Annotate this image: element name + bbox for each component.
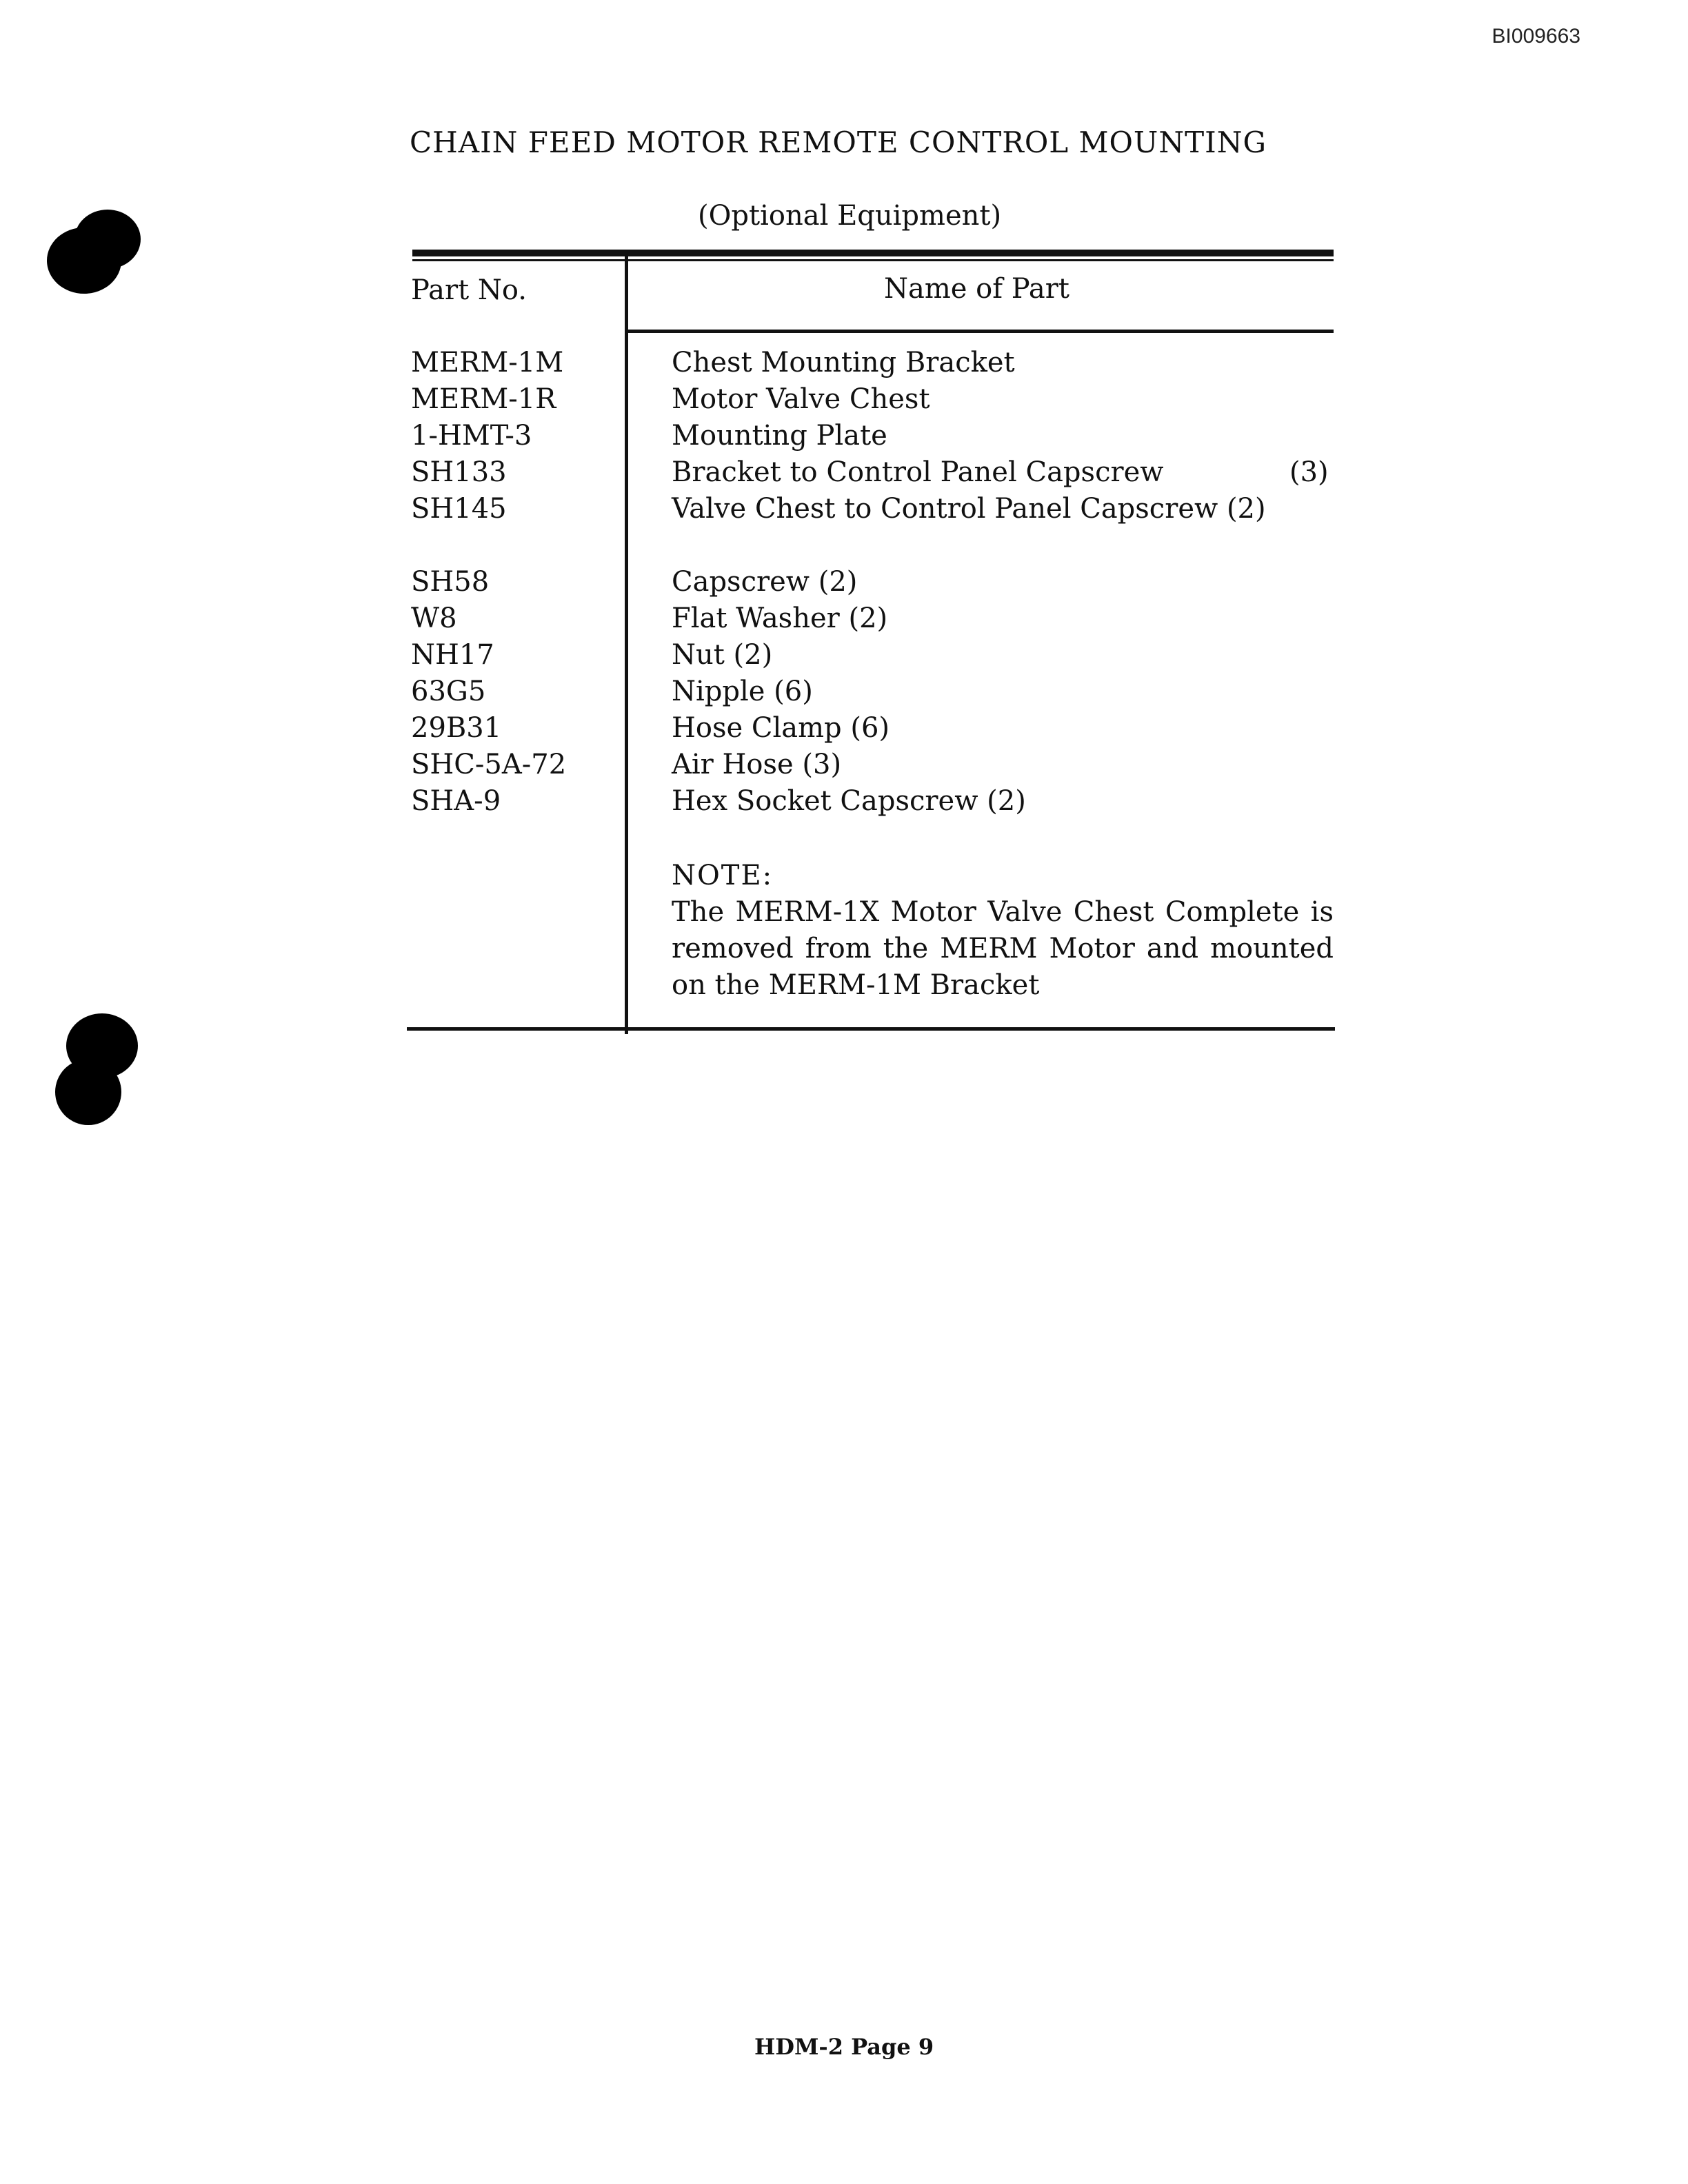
column-header-name: Name of Part: [884, 273, 1069, 305]
part-number: 1-HMT-3: [411, 420, 532, 452]
part-name: Flat Washer (2): [672, 603, 888, 634]
table-row: [0, 747, 1688, 783]
part-name: Motor Valve Chest: [672, 383, 930, 415]
table-row: [0, 783, 1688, 820]
table-note: [672, 858, 1334, 1004]
part-name: Nut (2): [672, 639, 773, 671]
part-number: SH58: [411, 566, 490, 598]
column-header-part-no: Part No.: [411, 274, 527, 306]
table-top-rule: [412, 250, 1334, 256]
table-row: [0, 600, 1688, 637]
part-number: SH145: [411, 493, 507, 525]
table-row: [0, 710, 1688, 747]
page-footer: HDM-2 Page 9: [754, 2034, 934, 2060]
table-row: [0, 564, 1688, 600]
page-title: CHAIN FEED MOTOR REMOTE CONTROL MOUNTING: [410, 125, 1267, 159]
binder-hole-top-lobe: [74, 210, 141, 269]
document-id: BI009663: [1491, 25, 1580, 48]
page-subtitle: (Optional Equipment): [698, 200, 1002, 232]
parts-table-body: [0, 345, 1688, 820]
part-name: Valve Chest to Control Panel Capscrew (2): [672, 493, 1266, 525]
note-label: NOTE:: [672, 860, 774, 891]
part-number: W8: [411, 603, 457, 634]
part-number: SHA-9: [411, 785, 501, 817]
part-name: Air Hose (3): [672, 749, 842, 780]
table-top-rule-thin: [412, 259, 1334, 261]
part-name: Capscrew (2): [672, 566, 858, 598]
part-number: MERM-1M: [411, 347, 564, 378]
table-header-rule: [625, 330, 1334, 333]
binder-hole-bottom-lobe: [66, 1013, 138, 1078]
part-number: SH133: [411, 456, 507, 488]
note-text: The MERM-1X Motor Valve Chest Complete is removed from the MERM Motor and mounted on the MERM-1M Bracket: [672, 896, 1334, 1001]
part-name: Hose Clamp (6): [672, 712, 890, 744]
table-row: [0, 637, 1688, 674]
part-number: 29B31: [411, 712, 502, 744]
part-name: Bracket to Control Panel Capscrew: [672, 456, 1164, 488]
part-name: Hex Socket Capscrew (2): [672, 785, 1026, 817]
part-name: Chest Mounting Bracket: [672, 347, 1015, 378]
part-number: SHC-5A-72: [411, 749, 567, 780]
table-row: [0, 454, 1688, 491]
part-number: MERM-1R: [411, 383, 556, 415]
part-name: Nipple (6): [672, 676, 813, 707]
part-number: NH17: [411, 639, 494, 671]
part-quantity: (3): [1289, 456, 1329, 488]
part-name: Mounting Plate: [672, 420, 887, 452]
table-bottom-rule: [407, 1027, 1335, 1031]
table-row: [0, 418, 1688, 454]
table-row: [0, 381, 1688, 418]
part-number: 63G5: [411, 676, 486, 707]
table-row: [0, 345, 1688, 381]
table-row: [0, 491, 1688, 564]
table-row: [0, 674, 1688, 710]
